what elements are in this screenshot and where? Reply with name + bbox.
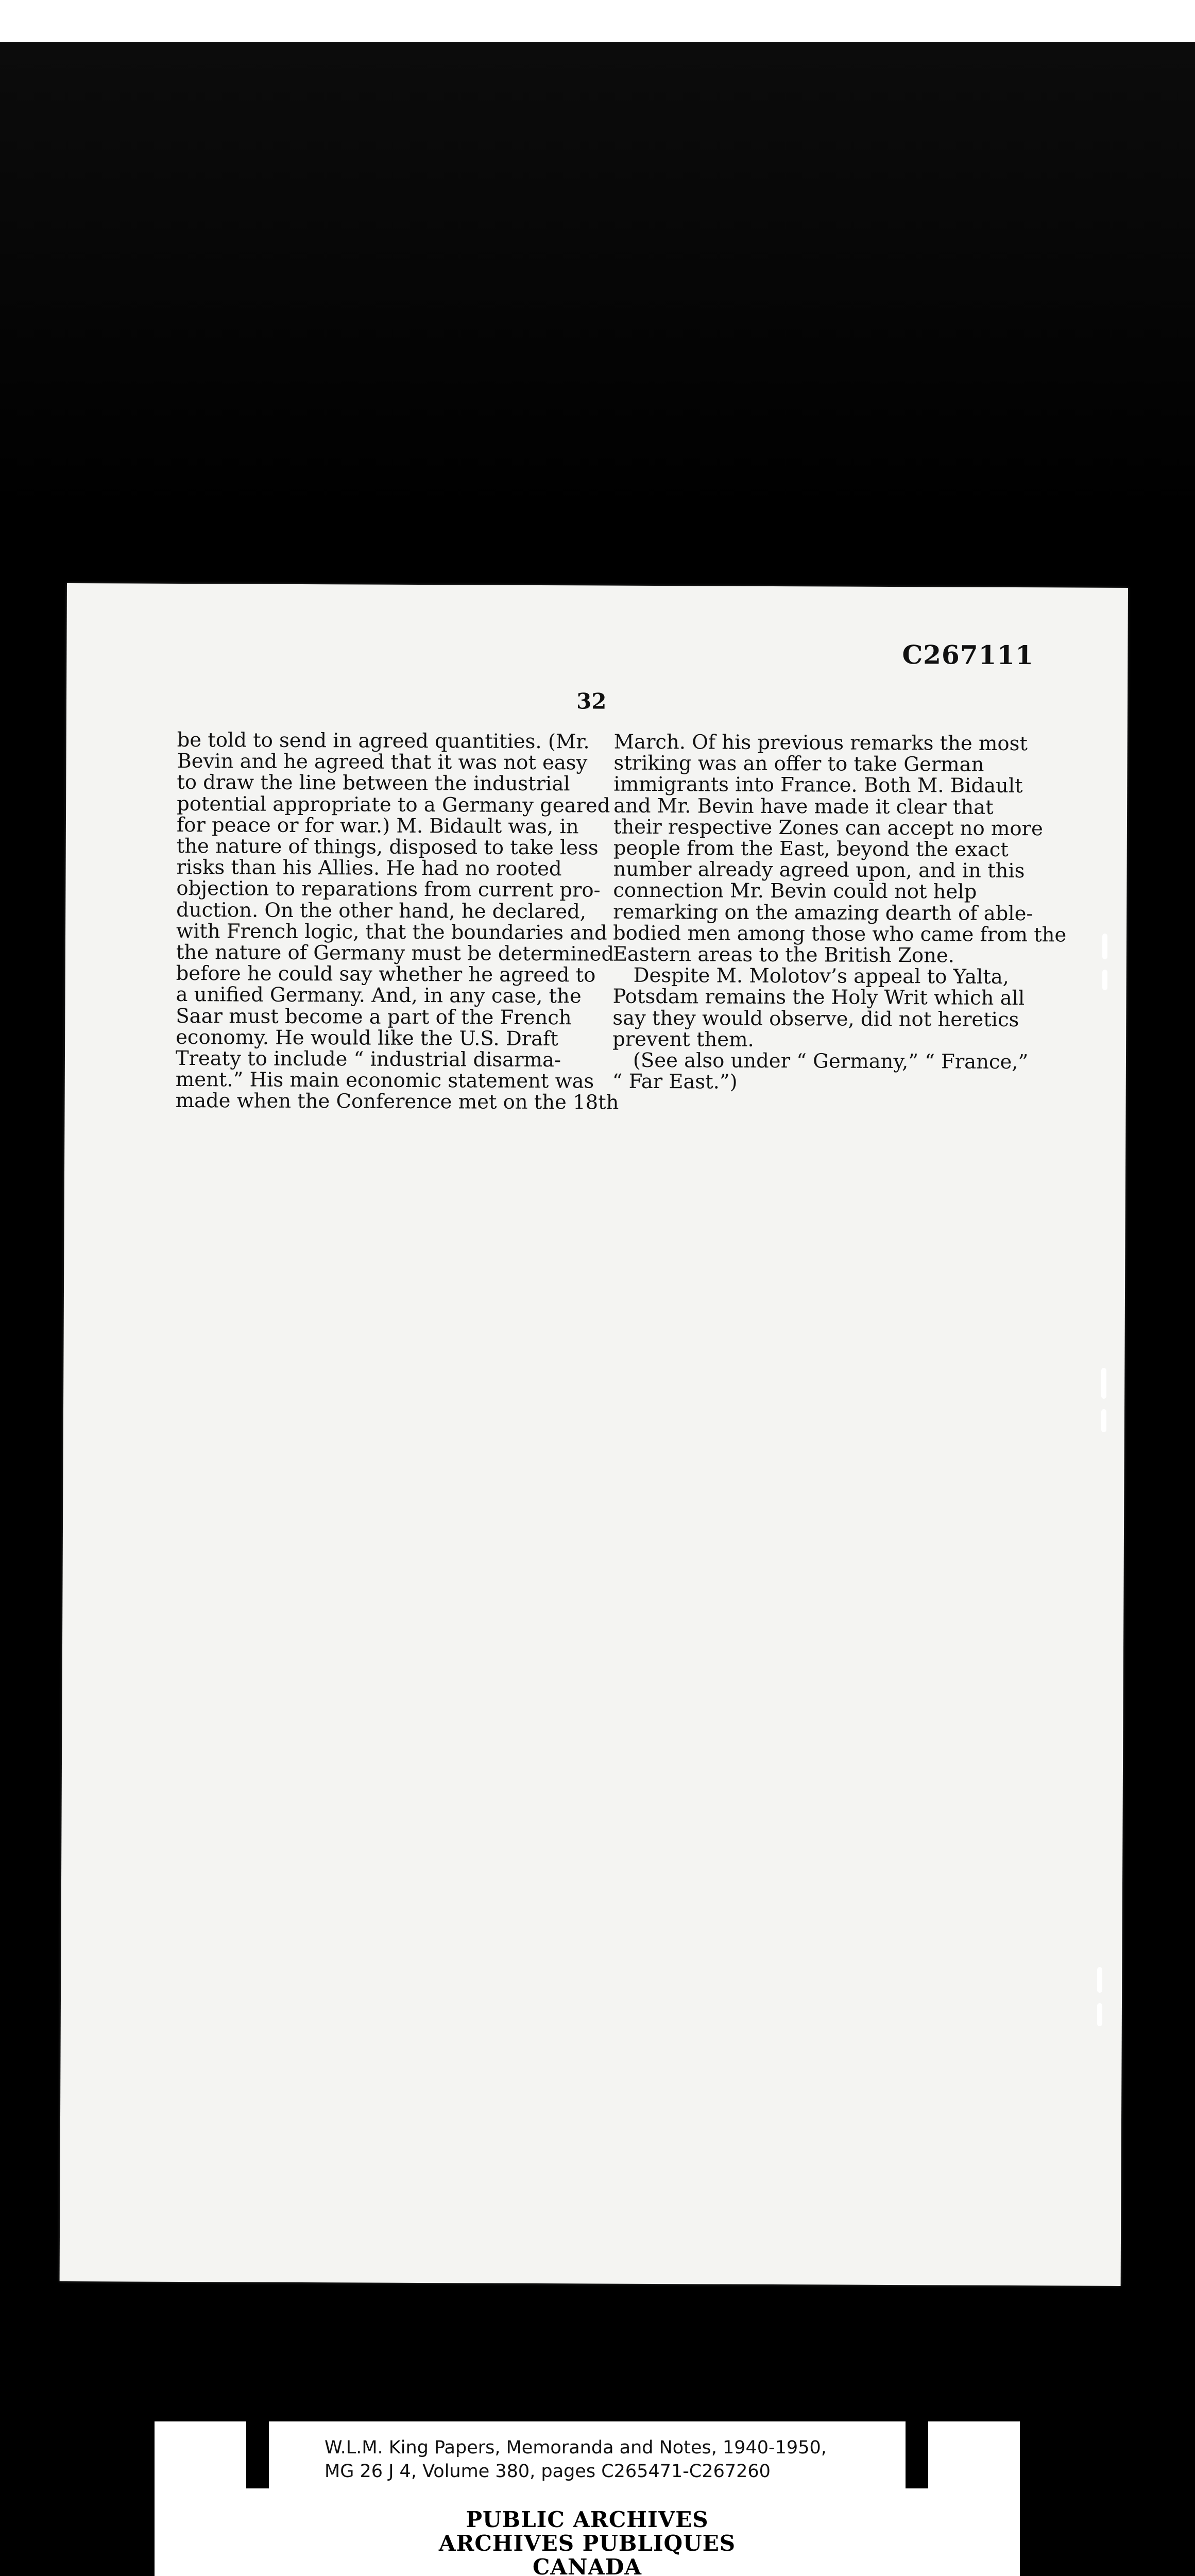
binding-hole-mark (1101, 1368, 1106, 1399)
text-line: before he could say whether he agreed to (176, 962, 596, 987)
text-line: prevent them. (612, 1027, 754, 1052)
text-line: ment.” His main economic statement was (175, 1068, 594, 1093)
scan-top-border (0, 0, 1195, 42)
document-stamp-number: C267111 (902, 639, 1034, 671)
text-line: made when the Conference met on the 18th (175, 1089, 619, 1115)
text-line: bodied men among those who came from the (612, 921, 1067, 947)
citation-line: W.L.M. King Papers, Memoranda and Notes, 1940-1950, (325, 2437, 827, 2458)
text-line: for peace or for war.) M. Bidault was, in (176, 813, 579, 839)
text-line: a unified Germany. And, in any case, the (176, 983, 582, 1008)
text-line: their respective Zones can accept no more (613, 815, 1043, 841)
text-line: to draw the line between the industrial (177, 771, 570, 796)
left-text-column (175, 728, 619, 1115)
text-line: March. Of his previous remarks the most (613, 730, 1028, 756)
text-line: Saar must become a part of the French (176, 1004, 572, 1029)
text-line: “ Far East.”) (612, 1070, 738, 1094)
text-line: remarking on the amazing dearth of able- (613, 900, 1033, 925)
text-line: objection to reparations from current pro- (176, 877, 601, 902)
binding-hole-mark (1102, 970, 1107, 990)
archive-citation (325, 2436, 827, 2483)
text-line: economy. He would like the U.S. Draft (176, 1025, 558, 1051)
archive-label (155, 2421, 1020, 2576)
text-line: (See also under “ Germany,” “ France,” (633, 1048, 1029, 1074)
archive-institution-name (269, 2508, 906, 2576)
institution-country: CANADA (532, 2554, 642, 2576)
binding-hole-mark (1101, 1409, 1106, 1432)
text-line: people from the East, beyond the exact (613, 836, 1009, 861)
binding-hole-mark (1097, 2003, 1102, 2026)
text-line: Despite M. Molotov’s appeal to Yalta, (633, 964, 1010, 989)
text-line: risks than his Allies. He had no rooted (176, 856, 562, 881)
archive-label-card (269, 2421, 906, 2576)
binding-hole-mark (1097, 1967, 1102, 1993)
text-line: be told to send in agreed quantities. (Mr. (177, 728, 590, 754)
document-page (60, 583, 1128, 2286)
text-line: Treaty to include “ industrial disarma- (175, 1046, 561, 1072)
text-line: the nature of things, disposed to take less (176, 834, 599, 860)
binding-hole-mark (1102, 934, 1107, 959)
text-line: say they would observe, did not heretics (612, 1006, 1019, 1031)
text-line: immigrants into France. Both M. Bidault (613, 773, 1023, 798)
text-line: the nature of Germany must be determined (176, 940, 614, 966)
text-line: connection Mr. Bevin could not help (613, 879, 977, 904)
text-line: number already agreed upon, and in this (613, 857, 1025, 883)
text-line: duction. On the other hand, he declared, (176, 898, 587, 924)
right-text-column (612, 730, 1067, 1094)
text-line: potential appropriate to a Germany geared (177, 792, 610, 818)
text-line: and Mr. Bevin have made it clear that (613, 794, 994, 819)
text-line: Bevin and he agreed that it was not easy (177, 750, 588, 775)
text-line: striking was an offer to take German (613, 751, 984, 776)
scan-background (0, 42, 1195, 516)
institution-name-en: PUBLIC ARCHIVES (466, 2507, 709, 2532)
text-line: with French logic, that the boundaries and (176, 919, 607, 945)
text-line: Eastern areas to the British Zone. (612, 942, 955, 968)
text-line: Potsdam remains the Holy Writ which all (612, 985, 1025, 1010)
citation-line: MG 26 J 4, Volume 380, pages C265471-C267260 (325, 2461, 771, 2482)
page-number: 32 (576, 688, 607, 714)
institution-name-fr: ARCHIVES PUBLIQUES (438, 2531, 736, 2556)
